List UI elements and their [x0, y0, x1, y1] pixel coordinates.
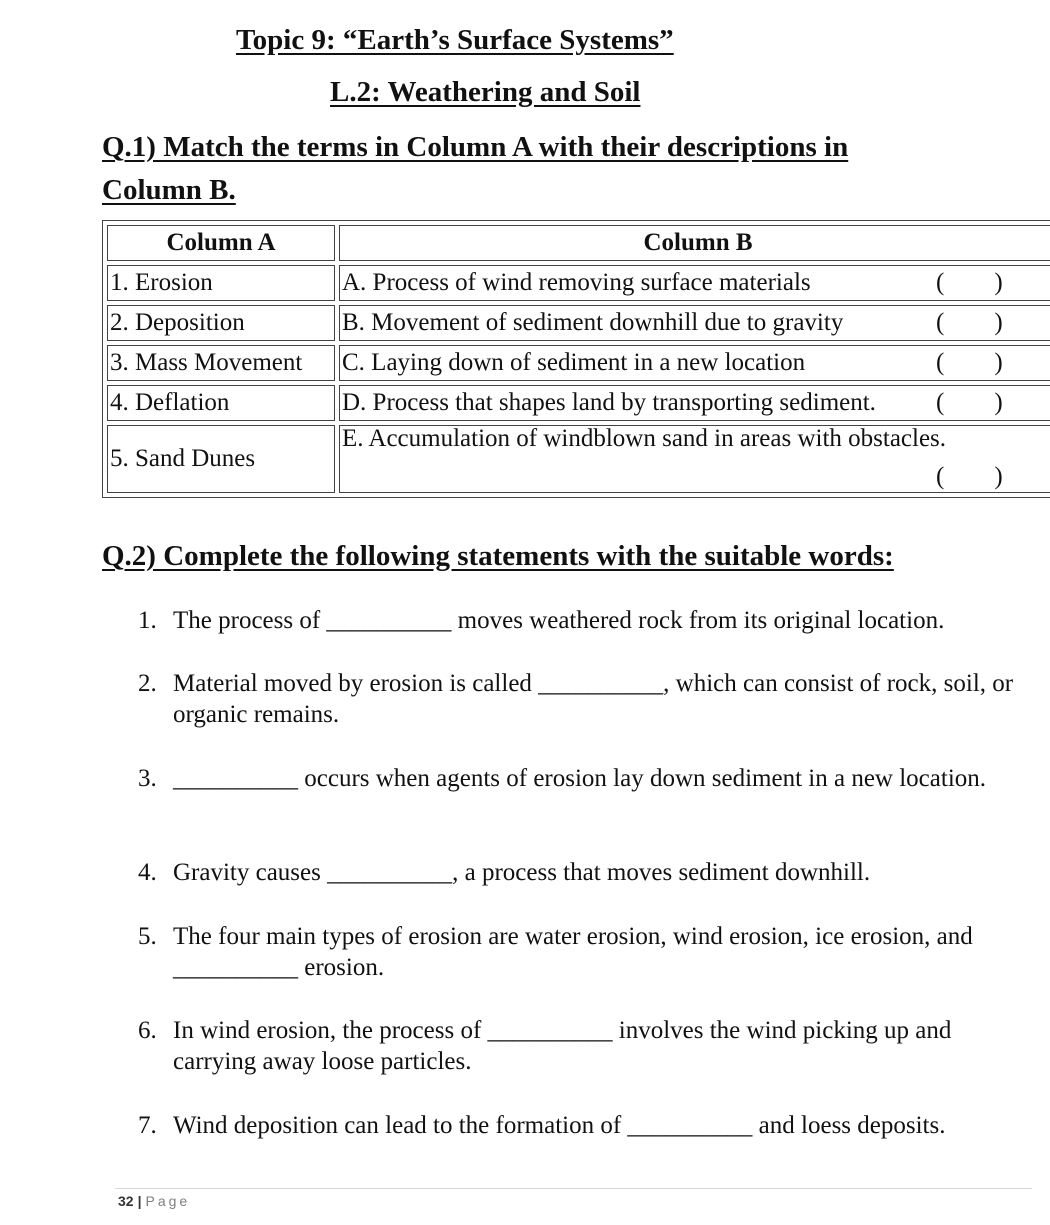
description-text: A. Process of wind removing surface materials	[342, 269, 811, 296]
table-row	[107, 385, 1050, 421]
answer-blank[interactable]: ( )	[936, 269, 1003, 296]
topic-title: Topic 9: “Earth’s Surface Systems”	[236, 24, 674, 56]
table-header-row	[107, 225, 1050, 261]
footer-divider	[115, 1188, 1032, 1189]
term-cell: 4. Deflation	[107, 385, 335, 421]
answer-blank[interactable]: ( )	[936, 389, 1003, 416]
list-item	[138, 1110, 1038, 1141]
answer-blank[interactable]: ( )	[936, 349, 1003, 376]
term-cell: 2. Deposition	[107, 305, 335, 341]
description-text: B. Movement of sediment downhill due to gravity	[342, 309, 844, 336]
page-word: Page	[145, 1193, 191, 1209]
item-number: 3.	[138, 765, 157, 792]
description-text: C. Laying down of sediment in a new location	[342, 349, 806, 376]
list-item	[138, 921, 1018, 983]
item-text: Wind deposition can lead to the formation of __________ and loess deposits.	[173, 1112, 946, 1139]
column-a-header: Column A	[107, 225, 335, 261]
question-1-prompt: Q.1) Match the terms in Column A with their descriptions in Column B.	[102, 131, 849, 206]
item-text: The process of __________ moves weathered rock from its original location.	[173, 607, 945, 634]
item-number: 1.	[138, 607, 157, 634]
table-row	[107, 425, 1050, 493]
page-number: 32	[118, 1193, 134, 1209]
table-row	[107, 345, 1050, 381]
answer-blank[interactable]: ( )	[936, 309, 1003, 336]
description-cell	[339, 425, 1050, 493]
list-item	[138, 605, 1038, 636]
answer-blank[interactable]: ( )	[936, 463, 1003, 490]
description-cell	[339, 385, 1050, 421]
column-b-header: Column B	[339, 225, 1050, 261]
description-text: E. Accumulation of windblown sand in areas with obstacles.	[342, 425, 947, 452]
table-row	[107, 265, 1050, 301]
item-number: 7.	[138, 1112, 157, 1139]
list-item	[138, 763, 988, 794]
item-text: Material moved by erosion is called __________, which can consist of rock, soil, or organic remains.	[173, 670, 1014, 728]
footer-separator: |	[137, 1193, 142, 1209]
question-2-prompt: Q.2) Complete the following statements with the suitable words:	[102, 540, 894, 572]
term-cell: 5. Sand Dunes	[107, 425, 335, 493]
item-number: 6.	[138, 1017, 157, 1044]
description-text: D. Process that shapes land by transporting sediment.	[342, 389, 876, 416]
item-number: 5.	[138, 923, 157, 950]
item-number: 2.	[138, 670, 157, 697]
description-cell	[339, 345, 1050, 381]
item-text: __________ occurs when agents of erosion lay down sediment in a new location.	[173, 765, 987, 792]
table-row	[107, 305, 1050, 341]
list-item	[138, 668, 1028, 730]
item-number: 4.	[138, 859, 157, 886]
list-item	[138, 857, 1038, 888]
item-text: The four main types of erosion are water erosion, wind erosion, ice erosion, and __________ erosion.	[173, 923, 973, 981]
item-text: In wind erosion, the process of __________ involves the wind picking up and carrying away loose particles.	[173, 1017, 952, 1075]
term-cell: 1. Erosion	[107, 265, 335, 301]
lesson-title: L.2: Weathering and Soil	[330, 76, 641, 108]
term-cell: 3. Mass Movement	[107, 345, 335, 381]
item-text: Gravity causes __________, a process that moves sediment downhill.	[173, 859, 871, 886]
page-footer	[118, 1193, 190, 1209]
description-cell	[339, 265, 1050, 301]
description-cell	[339, 305, 1050, 341]
list-item	[138, 1015, 1038, 1077]
matching-table	[102, 220, 1050, 498]
